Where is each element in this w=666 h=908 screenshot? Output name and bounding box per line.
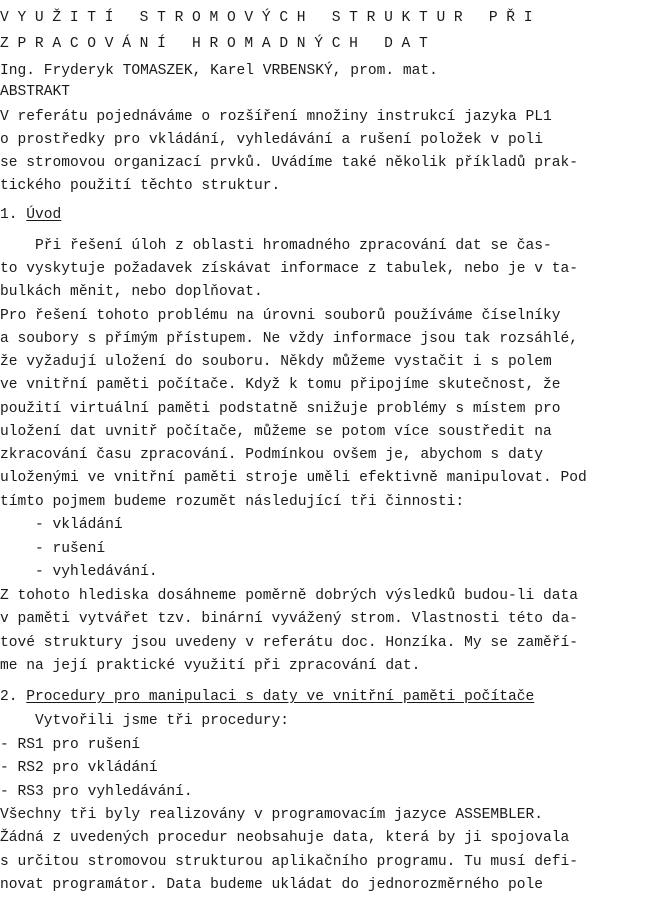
section-1-number: 1. xyxy=(0,207,18,223)
list-item: - vyhledávání. xyxy=(0,564,158,580)
list-item: - RS1 pro rušení xyxy=(0,737,141,753)
section-1-line: Z tohoto hlediska dosáhneme poměrně dobrých výsledků budou-li data xyxy=(0,588,579,604)
section-2-line: novat programátor. Data budeme ukládat do jednorozměrného pole xyxy=(0,877,543,893)
abstract-line: o prostředky pro vkládání, vyhledávání a rušení položek v poli xyxy=(0,132,543,148)
abstract-line: tického použití těchto struktur. xyxy=(0,178,281,194)
section-1-line: že vyžadují uložení do souboru. Někdy můžeme vystačit i s polem xyxy=(0,354,552,370)
abstract-heading: ABSTRAKT xyxy=(0,84,71,100)
section-1-line: a soubory s přímým přístupem. Ne vždy informace jsou tak rozsáhlé, xyxy=(0,331,579,347)
section-1-line: to vyskytuje požadavek získávat informace z tabulek, nebo je v ta- xyxy=(0,261,579,277)
list-item: - vkládání xyxy=(0,517,123,533)
section-2-line: Všechny tři byly realizovány v programovacím jazyce ASSEMBLER. xyxy=(0,807,543,823)
list-item: - RS3 pro vyhledávání. xyxy=(0,784,193,800)
section-1-line: tímto pojmem budeme rozumět následující tři činnosti: xyxy=(0,494,465,510)
section-1-line: Pro řešení tohoto problému na úrovni souborů používáme číselníky xyxy=(0,308,561,324)
abstract-line: se stromovou organizací prvků. Uvádíme také několik příkladů prak- xyxy=(0,155,579,171)
abstract-line: V referátu pojednáváme o rozšíření množiny instrukcí jazyka PL1 xyxy=(0,109,552,125)
section-1-line: tové struktury jsou uvedeny v referátu doc. Honzíka. My se zaměří- xyxy=(0,635,579,651)
title-line-1: VYUŽITÍ STROMOVÝCH STRUKTUR PŘI xyxy=(0,10,542,26)
section-2-heading xyxy=(0,688,534,706)
section-1-line: Při řešení úloh z oblasti hromadného zpracování dat se čas- xyxy=(0,238,552,254)
section-1-line: v paměti vytvářet tzv. binární vyvážený strom. Vlastnosti této da- xyxy=(0,611,579,627)
section-1-line: použití virtuální paměti podstatně snižuje problémy s místem pro xyxy=(0,401,561,417)
section-1-line: uloženými ve vnitřní paměti stroje uměli efektivně manipulovat. Pod xyxy=(0,470,587,486)
list-item: - rušení xyxy=(0,541,106,557)
section-1-line: uložení dat uvnitř počítače, můžeme se potom více soustředit na xyxy=(0,424,552,440)
section-2-intro: Vytvořili jsme tři procedury: xyxy=(0,713,290,729)
section-1-line: bulkách měnit, nebo doplňovat. xyxy=(0,284,263,300)
section-2-line: s určitou stromovou strukturou aplikačního programu. Tu musí defi- xyxy=(0,854,579,870)
section-1-title: Úvod xyxy=(26,207,62,223)
section-1-line: ve vnitřní paměti počítače. Když k tomu připojíme skutečnost, že xyxy=(0,377,561,393)
section-2-line: Žádná z uvedených procedur neobsahuje data, která by ji spojovala xyxy=(0,830,570,846)
section-1-line: me na její praktické využití při zpracování dat. xyxy=(0,658,421,674)
section-2-number: 2. xyxy=(0,689,18,705)
authors: Ing. Fryderyk TOMASZEK, Karel VRBENSKÝ, prom. mat. xyxy=(0,63,438,79)
list-item: - RS2 pro vkládání xyxy=(0,760,158,776)
title-line-2: ZPRACOVÁNÍ HROMADNÝCH DAT xyxy=(0,36,437,52)
section-1-heading xyxy=(0,206,61,224)
section-1-line: zkracování času zpracování. Podmínkou ovšem je, abychom s daty xyxy=(0,447,543,463)
section-2-title: Procedury pro manipulaci s daty ve vnitřní paměti počítače xyxy=(26,689,535,705)
